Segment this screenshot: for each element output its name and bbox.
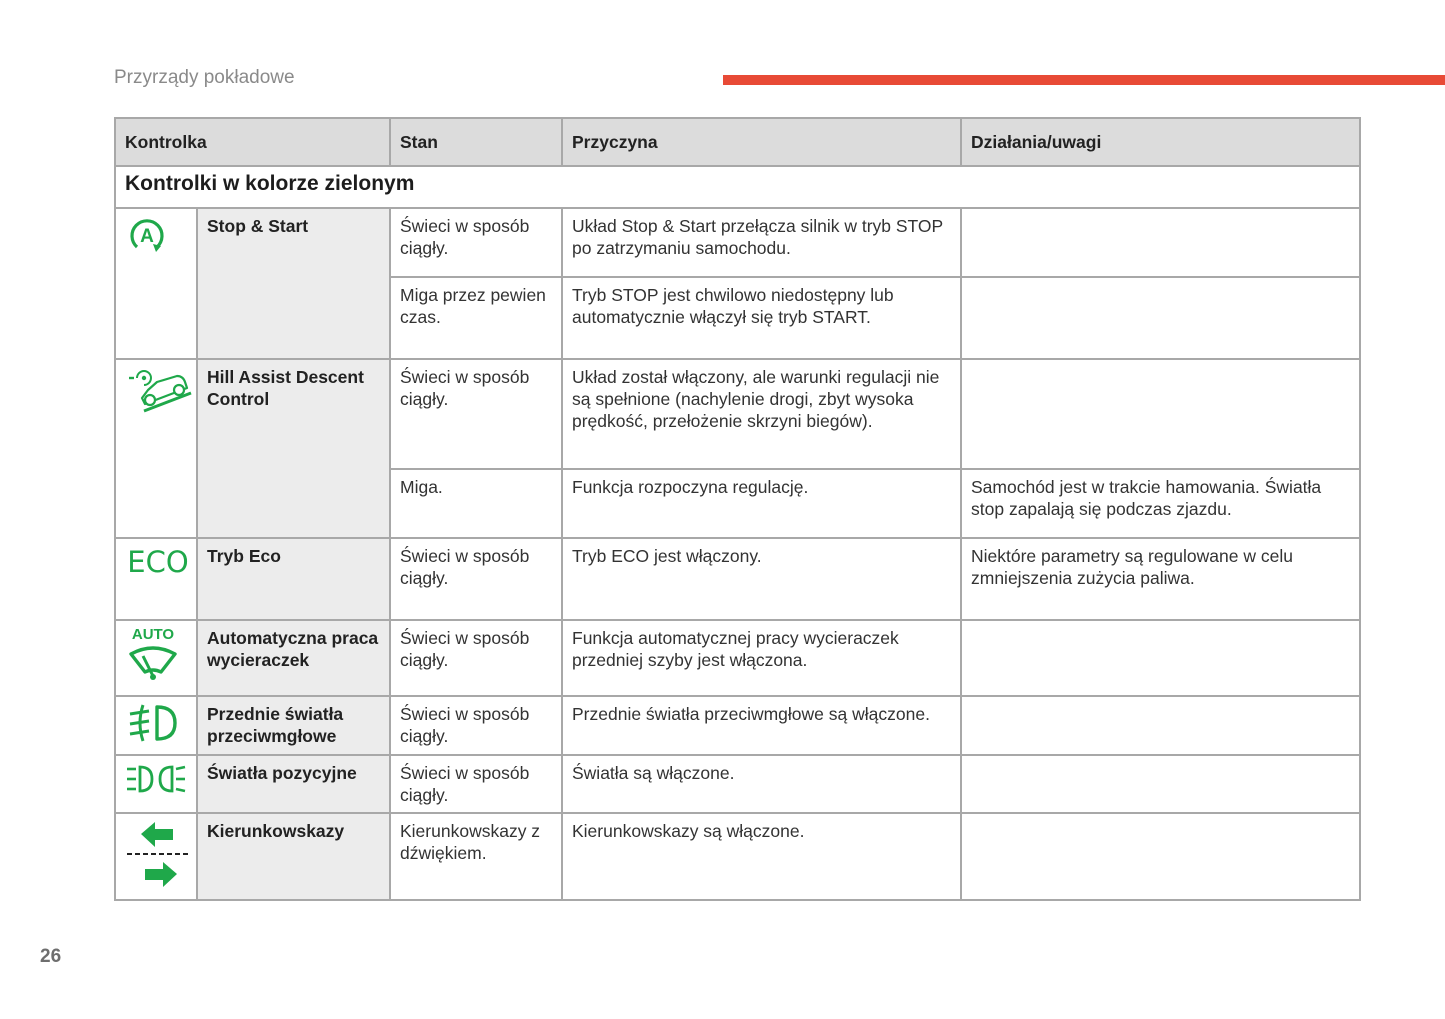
- action-text: [961, 208, 1360, 277]
- svg-text:AUTO: AUTO: [131, 626, 175, 643]
- state-text: Świeci w sposób ciągły.: [390, 538, 562, 620]
- action-text: [961, 755, 1360, 813]
- cause-text: Przednie światła przeciwmgłowe są włączone.: [562, 696, 961, 755]
- column-header-state: Stan: [390, 118, 562, 166]
- state-text: Świeci w sposób ciągły.: [390, 696, 562, 755]
- accent-bar: [723, 75, 1445, 85]
- indicator-name: Hill Assist Descent Control: [197, 359, 390, 538]
- state-text: Świeci w sposób ciągły.: [390, 755, 562, 813]
- cause-text: Układ Stop & Start przełącza silnik w tryb STOP po zatrzymaniu samochodu.: [562, 208, 961, 277]
- indicator-name: Automatyczna praca wycieraczek: [197, 620, 390, 696]
- table-row: [115, 813, 1360, 900]
- front-fog-light-icon: [125, 703, 179, 743]
- icon-cell: [115, 208, 197, 359]
- table-header-row: [115, 118, 1360, 166]
- auto-wiper-icon: [125, 624, 181, 684]
- action-text: [961, 277, 1360, 359]
- table-row: [115, 696, 1360, 755]
- hill-descent-icon: [125, 366, 193, 414]
- group-title: Kontrolki w kolorze zielonym: [115, 166, 1360, 208]
- cause-text: Funkcja automatycznej pracy wycieraczek przedniej szyby jest włączona.: [562, 620, 961, 696]
- action-text: Samochód jest w trakcie hamowania. Światła stop zapalają się podczas zjazdu.: [961, 469, 1360, 538]
- indicator-name: Stop & Start: [197, 208, 390, 359]
- state-text: Miga.: [390, 469, 562, 538]
- cause-text: Kierunkowskazy są włączone.: [562, 813, 961, 900]
- page-number: 26: [40, 946, 62, 967]
- cause-text: Funkcja rozpoczyna regulację.: [562, 469, 961, 538]
- table-row: [115, 359, 1360, 469]
- icon-cell: [115, 359, 197, 538]
- state-text: Świeci w sposób ciągły.: [390, 359, 562, 469]
- icon-cell: [115, 755, 197, 813]
- indicator-name: Przednie światła przeciwmgłowe: [197, 696, 390, 755]
- table-row: [115, 620, 1360, 696]
- action-text: [961, 359, 1360, 469]
- state-text: Kierunkowskazy z dźwiękiem.: [390, 813, 562, 900]
- icon-cell: [115, 620, 197, 696]
- indicator-name: Kierunkowskazy: [197, 813, 390, 900]
- icon-cell: [115, 538, 197, 620]
- action-text: [961, 696, 1360, 755]
- action-text: [961, 813, 1360, 900]
- icon-cell: [115, 696, 197, 755]
- cause-text: Światła są włączone.: [562, 755, 961, 813]
- sidelights-icon: [125, 764, 187, 794]
- eco-icon: [125, 545, 191, 577]
- section-title: Przyrządy pokładowe: [114, 67, 295, 88]
- icon-cell: [115, 813, 197, 900]
- stop-start-icon: [125, 215, 169, 255]
- cause-text: Układ został włączony, ale warunki regulacji nie są spełnione (nachylenie drogi, zbyt wysoka prędkość, przełożenie skrzyni biegów).: [562, 359, 961, 469]
- indicator-table: [114, 117, 1361, 901]
- svg-text:ECO: ECO: [127, 545, 189, 577]
- action-text: [961, 620, 1360, 696]
- turn-signals-icon: [125, 820, 193, 888]
- svg-text:A: A: [140, 226, 154, 247]
- group-row: [115, 166, 1360, 208]
- cause-text: Tryb ECO jest włączony.: [562, 538, 961, 620]
- table-row: [115, 208, 1360, 277]
- state-text: Świeci w sposób ciągły.: [390, 208, 562, 277]
- indicator-name: Tryb Eco: [197, 538, 390, 620]
- column-header-indicator: Kontrolka: [115, 118, 390, 166]
- column-header-cause: Przyczyna: [562, 118, 961, 166]
- state-text: Miga przez pewien czas.: [390, 277, 562, 359]
- table-row: [115, 755, 1360, 813]
- table-row: [115, 538, 1360, 620]
- action-text: Niektóre parametry są regulowane w celu zmniejszenia zużycia paliwa.: [961, 538, 1360, 620]
- column-header-action: Działania/uwagi: [961, 118, 1360, 166]
- cause-text: Tryb STOP jest chwilowo niedostępny lub automatycznie włączył się tryb START.: [562, 277, 961, 359]
- indicator-name: Światła pozycyjne: [197, 755, 390, 813]
- state-text: Świeci w sposób ciągły.: [390, 620, 562, 696]
